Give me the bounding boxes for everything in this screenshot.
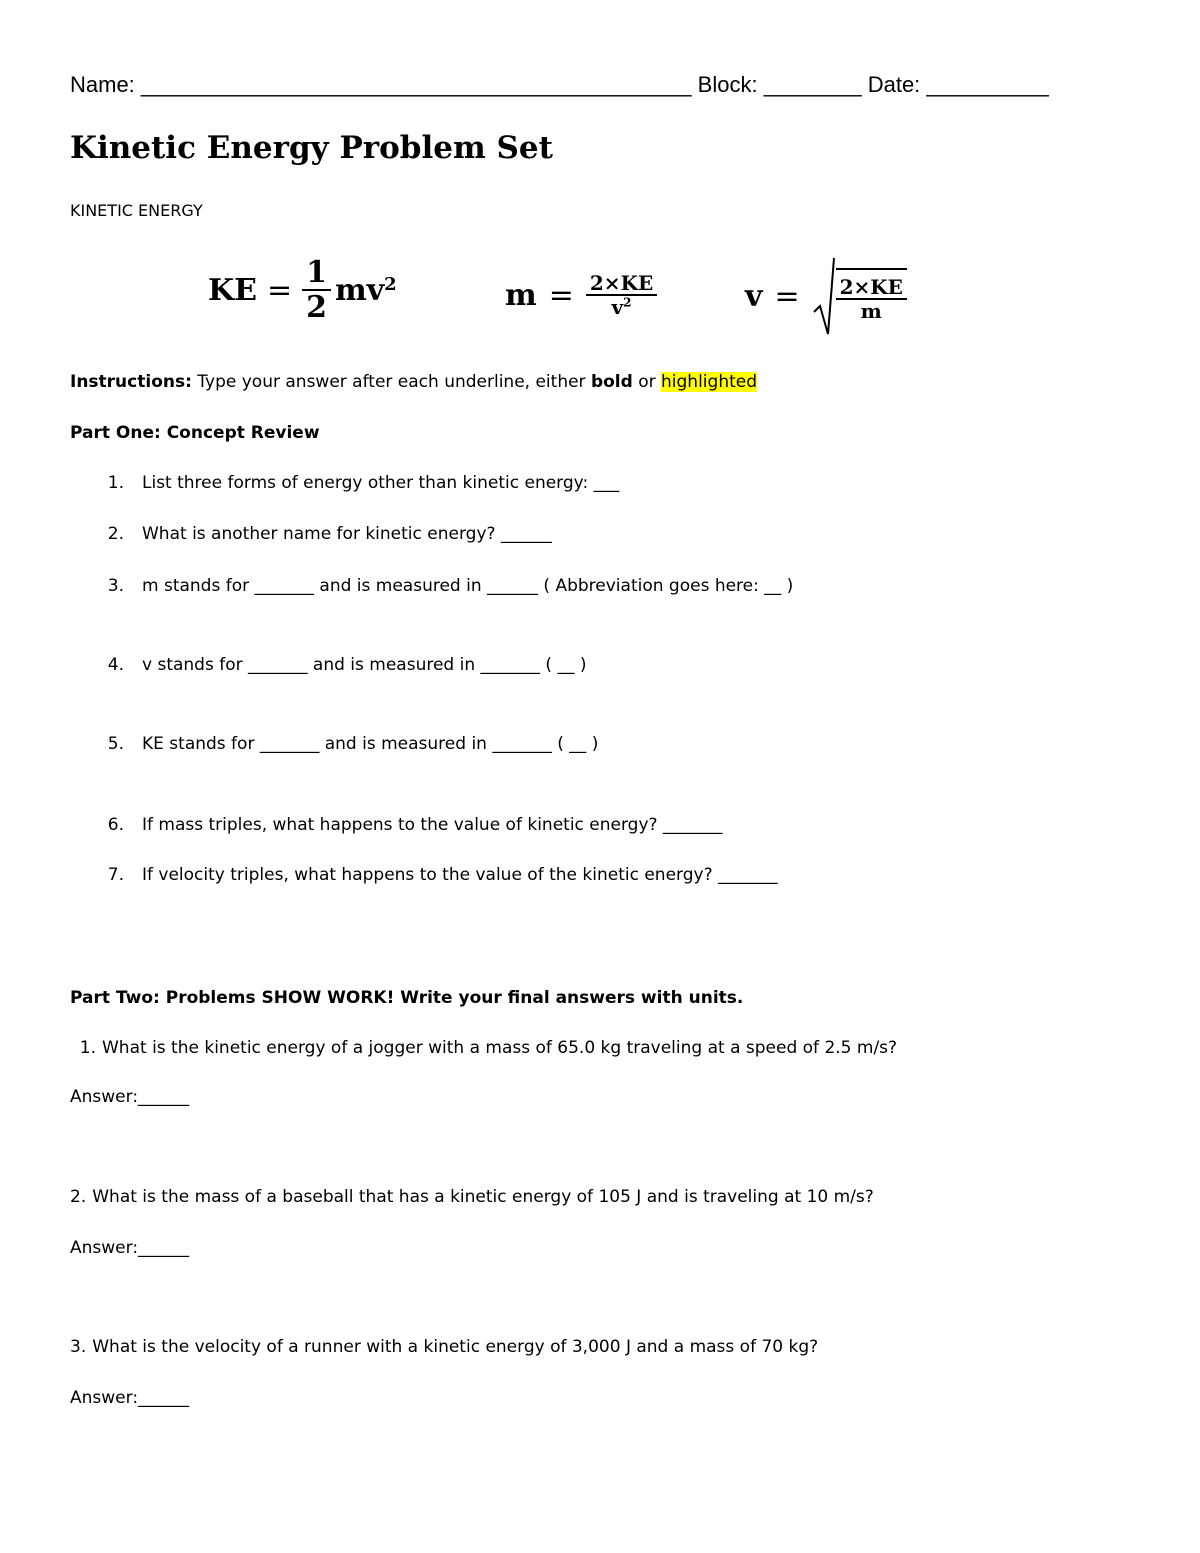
formula-m-numerator: 2×KE (586, 272, 657, 296)
formula-v-equals: = (774, 278, 800, 314)
answer-field[interactable]: Answer:______ (70, 1087, 190, 1107)
problem-number: 3. (70, 1337, 87, 1357)
formula-m-fraction (586, 272, 657, 319)
answer-field[interactable]: Answer:______ (70, 1238, 190, 1258)
problem-number: 1. (79, 1038, 96, 1058)
name-field[interactable]: _____________________________________________ (140, 72, 692, 97)
item-text[interactable]: m stands for _______ and is measured in ______ ( Abbreviation goes here: __ ) (142, 576, 794, 596)
list-item (70, 576, 793, 596)
date-label: Date: (867, 72, 921, 97)
list-item (70, 655, 587, 675)
formula-ke-lhs: KE (208, 273, 257, 309)
item-number: 2. (107, 524, 124, 544)
header-line (70, 72, 1049, 98)
formula-ke-numerator: 1 (302, 256, 331, 291)
item-number: 7. (107, 865, 124, 885)
block-label: Block: (697, 72, 758, 97)
page-title: Kinetic Energy Problem Set (70, 130, 553, 166)
item-text[interactable]: What is another name for kinetic energy? ______ (142, 524, 552, 544)
item-text[interactable]: KE stands for _______ and is measured in _______ ( __ ) (142, 734, 599, 754)
formula-v-lhs: v (745, 278, 763, 314)
item-number: 6. (107, 815, 124, 835)
formula-v-fraction (836, 268, 907, 323)
list-item (70, 524, 552, 544)
problem-text: What is the velocity of a runner with a kinetic energy of 3,000 J and a mass of 70 kg? (92, 1337, 819, 1357)
radical-icon (812, 256, 836, 336)
part-one-heading: Part One: Concept Review (70, 423, 320, 443)
item-text[interactable]: List three forms of energy other than kinetic energy: ___ (142, 473, 620, 493)
formula-m-equals: = (548, 278, 574, 313)
formula-v-denominator: m (860, 298, 882, 323)
formula-m-den-exponent: 2 (623, 295, 632, 310)
instructions-label: Instructions: (70, 372, 192, 392)
problem-text: What is the mass of a baseball that has a kinetic energy of 105 J and is traveling at 10 m/s? (92, 1187, 874, 1207)
formula-ke-denominator: 2 (306, 290, 327, 325)
instructions (70, 372, 757, 392)
problem-item (70, 1187, 874, 1207)
problem-number: 2. (70, 1187, 87, 1207)
formula-v-numerator: 2×KE (836, 276, 907, 300)
list-item (70, 473, 619, 493)
item-number: 5. (107, 734, 124, 754)
formula-m-denominator: v (611, 295, 624, 319)
item-text[interactable]: If velocity triples, what happens to the value of the kinetic energy? _______ (142, 865, 778, 885)
instructions-text: Type your answer after each underline, either (191, 372, 591, 392)
list-item (70, 734, 598, 754)
formula-kinetic-energy (208, 256, 397, 326)
list-item (70, 865, 778, 885)
problem-item (70, 1337, 818, 1357)
formula-mass (505, 272, 657, 319)
instructions-highlight-word: highlighted (661, 372, 758, 392)
block-field[interactable]: ________ (763, 72, 862, 97)
formula-ke-rhs: mv (334, 273, 385, 309)
problem-text: What is the kinetic energy of a jogger with a mass of 65.0 kg traveling at a speed of 2.5 m/s? (102, 1038, 898, 1058)
instructions-bold-word: bold (590, 372, 633, 392)
instructions-or: or (632, 372, 662, 392)
part-two-heading: Part Two: Problems SHOW WORK! Write your final answers with units. (70, 988, 744, 1008)
formula-ke-exponent: 2 (384, 274, 397, 295)
formula-ke-equals: = (266, 273, 293, 309)
name-label: Name: (70, 72, 135, 97)
problem-item (70, 1038, 897, 1058)
formula-ke-fraction (302, 256, 331, 326)
formula-m-lhs: m (505, 278, 537, 313)
item-number: 4. (107, 655, 124, 675)
item-text[interactable]: v stands for _______ and is measured in _______ ( __ ) (142, 655, 587, 675)
formula-m-denominator-wrap (612, 296, 632, 319)
item-number: 1. (107, 473, 124, 493)
item-text[interactable]: If mass triples, what happens to the value of kinetic energy? _______ (142, 815, 723, 835)
list-item (70, 815, 722, 835)
date-field[interactable]: __________ (926, 72, 1049, 97)
item-number: 3. (107, 576, 124, 596)
section-label: KINETIC ENERGY (70, 201, 203, 220)
formula-velocity (745, 256, 907, 336)
answer-field[interactable]: Answer:______ (70, 1388, 190, 1408)
